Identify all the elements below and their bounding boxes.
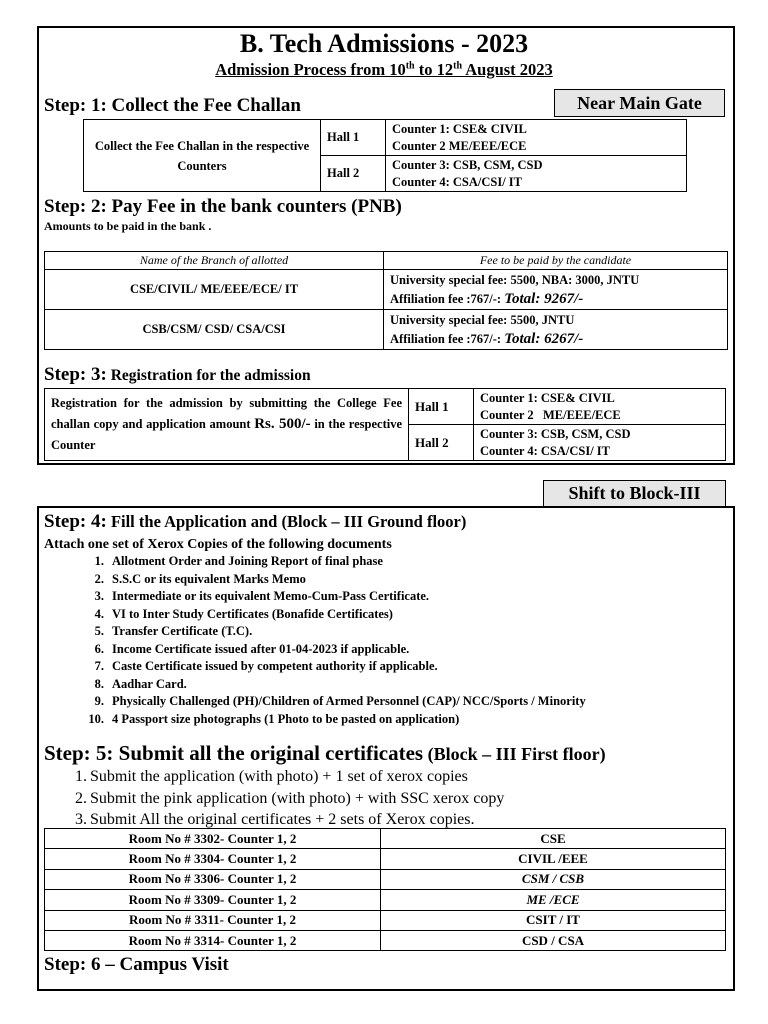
list-item: 6. Income Certificate issued after 01-04-2023 if applicable.: [94, 641, 410, 656]
list-item: 2. Submit the pink application (with photo) + with SSC xerox copy: [75, 789, 505, 807]
step3-counter-2: Counter 2 ME/EEE/ECE: [480, 407, 621, 422]
step4-attach-note: Attach one set of Xerox Copies of the following documents: [44, 537, 392, 552]
list-item: 3. Submit All the original certificates + 2 sets of Xerox copies.: [75, 811, 475, 828]
room-cell: Room No # 3314- Counter 1, 2: [45, 930, 381, 950]
step1-hall-1: Hall 1: [321, 120, 386, 156]
shift-to-block-iii-tag: Shift to Block-III: [543, 480, 726, 507]
room-cell: Room No # 3306- Counter 1, 2: [45, 869, 381, 889]
step2-heading: Step: 2: Pay Fee in the bank counters (PNB): [44, 196, 402, 217]
fee-total-1: Total: 9267/-: [504, 290, 584, 307]
room-cell: Room No # 3309- Counter 1, 2: [45, 890, 381, 910]
branch-cell: CSE: [381, 829, 726, 849]
step3-heading: Step: 3: Registration for the admission: [44, 364, 311, 385]
step4-heading: Step: 4: Fill the Application and (Block – III Ground floor): [44, 511, 467, 532]
step3-counter-4: Counter 4: CSA/CSI/ IT: [480, 443, 610, 458]
branch-cell: CSIT / IT: [381, 910, 726, 930]
submit-list: [75, 766, 690, 831]
step1-counter-3: Counter 3: CSB, CSM, CSD: [392, 157, 543, 172]
list-item: 1. Allotment Order and Joining Report of final phase: [94, 554, 383, 568]
step2-note: Amounts to be paid in the bank .: [44, 219, 212, 233]
list-item: 5. Transfer Certificate (T.C).: [94, 624, 253, 638]
branch-cell: CSM / CSB: [381, 869, 726, 889]
list-item: 9. Physically Challenged (PH)/Children of Armed Personnel (CAP)/ NCC/Sports / Minority: [94, 694, 586, 708]
list-item: 4. VI to Inter Study Certificates (Bonafide Certificates): [94, 606, 393, 621]
fee-branch-2: CSB/CSM/ CSD/ CSA/CSI: [45, 310, 384, 350]
table-row: [45, 849, 726, 869]
branch-cell: CIVIL /EEE: [381, 849, 726, 869]
table-row: [45, 910, 726, 930]
table-row: [45, 930, 726, 950]
fee-line-1: University special fee: 5500, JNTU: [390, 312, 575, 327]
fee-row: [45, 310, 728, 350]
documents-list: [88, 553, 712, 728]
room-cell: Room No # 3302- Counter 1, 2: [45, 829, 381, 849]
step1-hall-2: Hall 2: [321, 156, 386, 192]
list-item: 7. Caste Certificate issued by competent authority if applicable.: [94, 659, 438, 673]
step3-counter-3: Counter 3: CSB, CSM, CSD: [480, 426, 631, 441]
room-cell: Room No # 3311- Counter 1, 2: [45, 910, 381, 930]
branch-cell: CSD / CSA: [381, 930, 726, 950]
fee-total-2: Total: 6267/-: [504, 330, 584, 347]
fee-branch-1: CSE/CIVIL/ ME/EEE/ECE/ IT: [45, 270, 384, 310]
fee-line-2: Affiliation fee :767/-:: [390, 291, 505, 306]
near-main-gate-tag: Near Main Gate: [554, 89, 725, 117]
step1-counter-4: Counter 4: CSA/CSI/ IT: [392, 174, 522, 189]
list-item: 10. 4 Passport size photographs (1 Photo to be pasted on application): [88, 711, 460, 726]
table-row: [45, 890, 726, 910]
step5-heading: Step: 5: Submit all the original certificates (Block – III First floor): [44, 741, 606, 765]
branch-cell: ME /ECE: [381, 890, 726, 910]
step1-table: [83, 119, 687, 192]
page-title: B. Tech Admissions - 2023: [239, 29, 529, 58]
rooms-table: [44, 828, 726, 951]
step1-heading: Step: 1: Collect the Fee Challan: [44, 95, 301, 116]
step3-hall-1: Hall 1: [409, 389, 474, 425]
list-item: 3. Intermediate or its equivalent Memo-Cum-Pass Certificate.: [94, 589, 430, 603]
step3-hall-2: Hall 2: [409, 425, 474, 461]
step1-counter-1: Counter 1: CSE& CIVIL: [392, 121, 527, 136]
fee-line-2: Affiliation fee :767/-:: [390, 331, 505, 346]
step3-table: [44, 388, 726, 461]
fee-col-branch-header: Name of the Branch of allotted: [45, 252, 384, 270]
list-item: 8. Aadhar Card.: [94, 676, 187, 691]
step1-counter-2: Counter 2 ME/EEE/ECE: [392, 138, 527, 153]
fee-table: [44, 251, 728, 350]
fee-row: [45, 270, 728, 310]
step6-heading: Step: 6 – Campus Visit: [44, 954, 229, 975]
step1-description: Collect the Fee Challan in the respective Counters: [84, 120, 321, 192]
table-row: [45, 869, 726, 889]
list-item: 1. Submit the application (with photo) + 1 set of xerox copies: [75, 768, 468, 785]
fee-line-1: University special fee: 5500, NBA: 3000, JNTU: [390, 272, 640, 287]
fee-col-amount-header: Fee to be paid by the candidate: [384, 252, 728, 270]
room-cell: Room No # 3304- Counter 1, 2: [45, 849, 381, 869]
list-item: 2. S.S.C or its equivalent Marks Memo: [94, 571, 306, 586]
table-row: [45, 829, 726, 849]
step3-description: Registration for the admission by submitting the College Fee challan copy and application amount Rs. 500/- in the respective Counter: [45, 389, 409, 461]
step3-counter-1: Counter 1: CSE& CIVIL: [480, 390, 615, 405]
page-subtitle: Admission Process from 10th to 12th August 2023: [215, 60, 553, 79]
